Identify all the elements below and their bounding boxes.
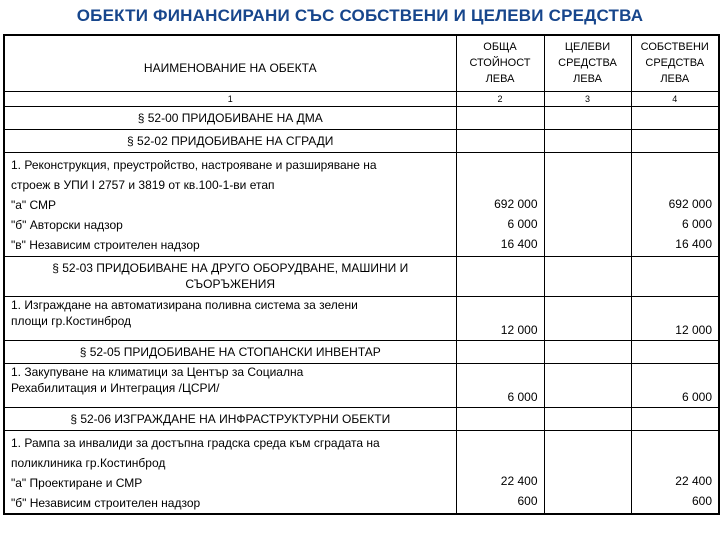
row-ramp-own: 22 400 600	[631, 430, 719, 514]
header-target: ЦЕЛЕВИ СРЕДСТВА ЛЕВА	[544, 35, 631, 91]
row-aircon-own: 6 000	[631, 363, 719, 407]
row-aircon-target	[544, 363, 631, 407]
table-row	[4, 296, 719, 340]
row-irrigation-target	[544, 296, 631, 340]
table-row	[4, 363, 719, 407]
row-irrigation-total: 12 000	[456, 296, 544, 340]
section-row	[4, 256, 719, 296]
section-row	[4, 340, 719, 363]
page-title: ОБЕКТИ ФИНАНСИРАНИ СЪС СОБСТВЕНИ И ЦЕЛЕВИ СРЕДСТВА	[76, 6, 644, 25]
col-num-1: 1	[4, 91, 456, 106]
header-name: НАИМЕНОВАНИЕ НА ОБЕКТА	[4, 35, 456, 91]
column-number-row	[4, 91, 719, 106]
row-aircon-name: 1. Закупуване на климатици за Център за Социална Рехабилитация и Интеграция /ЦСРИ/	[4, 363, 456, 407]
section-52-05: § 52-05 ПРИДОБИВАНЕ НА СТОПАНСКИ ИНВЕНТАР	[4, 340, 456, 363]
section-52-06: § 52-06 ИЗГРАЖДАНЕ НА ИНФРАСТРУКТУРНИ ОБЕКТИ	[4, 407, 456, 430]
header-row	[4, 35, 719, 91]
row-reconstruction-target	[544, 152, 631, 256]
section-row	[4, 106, 719, 129]
row-irrigation-name: 1. Изграждане на автоматизирана поливна система за зелени площи гр.Костинброд	[4, 296, 456, 340]
table-row	[4, 152, 719, 256]
col-num-4: 4	[631, 91, 719, 106]
row-ramp-name: 1. Рампа за инвалиди за достъпна градска среда към сградата на поликлиника гр.Костинброд "а" Проектиране и СМР "б" Независим строителен надзор	[4, 430, 456, 514]
col-num-3: 3	[544, 91, 631, 106]
header-own: СОБСТВЕНИ СРЕДСТВА ЛЕВА	[631, 35, 719, 91]
section-52-02: § 52-02 ПРИДОБИВАНЕ НА СГРАДИ	[4, 129, 456, 152]
objects-table	[3, 34, 720, 515]
section-52-00: § 52-00 ПРИДОБИВАНЕ НА ДМА	[4, 106, 456, 129]
header-total: ОБЩА СТОЙНОСТ ЛЕВА	[456, 35, 544, 91]
row-aircon-total: 6 000	[456, 363, 544, 407]
section-52-03: § 52-03 ПРИДОБИВАНЕ НА ДРУГО ОБОРУДВАНЕ, МАШИНИ И СЪОРЪЖЕНИЯ	[4, 256, 456, 296]
row-ramp-target	[544, 430, 631, 514]
section-row	[4, 407, 719, 430]
section-row	[4, 129, 719, 152]
col-num-2: 2	[456, 91, 544, 106]
row-reconstruction-own: 692 000 6 000 16 400	[631, 152, 719, 256]
table-row	[4, 430, 719, 514]
row-ramp-total: 22 400 600	[456, 430, 544, 514]
row-irrigation-own: 12 000	[631, 296, 719, 340]
row-reconstruction-name: 1. Реконструкция, преустройство, настрояване и разширяване на строеж в УПИ I 2757 и 3819 от кв.100-1-ви етап "а" СМР "б" Авторски надзор "в" Независим строителен надзор	[4, 152, 456, 256]
row-reconstruction-total: 692 000 6 000 16 400	[456, 152, 544, 256]
